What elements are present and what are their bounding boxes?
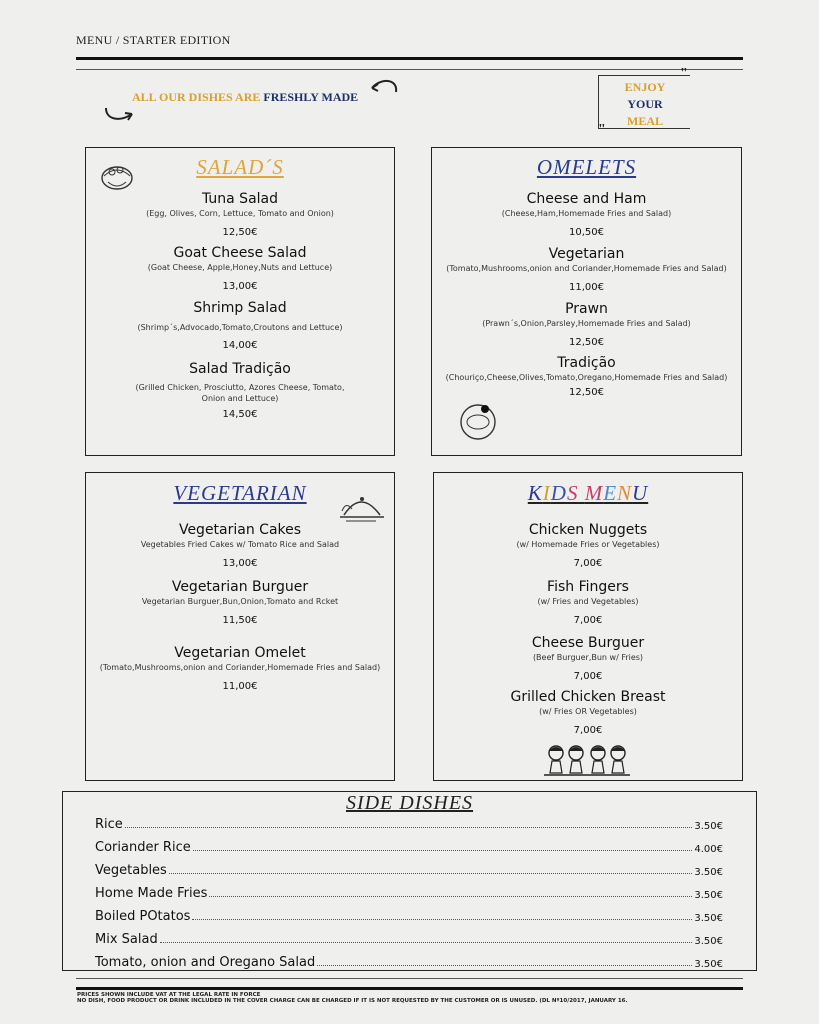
side-dish-price: 3.50€ xyxy=(694,867,723,878)
side-dish-name: Mix Salad xyxy=(95,932,158,947)
side-dish-price: 3.50€ xyxy=(694,959,723,970)
bottom-rule-thin xyxy=(76,978,743,979)
item-name: Cheese and Ham xyxy=(526,191,647,207)
item-name: Goat Cheese Salad xyxy=(173,245,307,261)
side-dish-name: Coriander Rice xyxy=(95,840,191,855)
item-desc: (Prawn´s,Onion,Parsley,Homemade Fries and Salad) xyxy=(482,319,691,328)
dotted-leader xyxy=(192,919,692,920)
item-desc: (Tomato,Mushrooms,onion and Coriander,Homemade Fries and Salad) xyxy=(446,264,727,273)
top-rule-thick xyxy=(76,57,743,60)
item-desc: (Chouriço,Cheese,Olives,Tomato,Oregano,Homemade Fries and Salad) xyxy=(445,373,728,382)
item-name: Fish Fingers xyxy=(547,579,629,595)
kids-title-letter: K xyxy=(527,481,543,505)
item-desc: (w/ Homemade Fries or Vegetables) xyxy=(516,540,660,549)
item-price: 12,50€ xyxy=(222,227,258,238)
vegetarian-title: VEGETARIAN xyxy=(173,481,307,505)
omelet-item xyxy=(432,191,741,239)
footer-cover-charge-note: NO DISH, FOOD PRODUCT OR DRINK INCLUDED IN THE COVER CHARGE CAN BE CHARGED IF IT IS NOT REQUESTED BY THE CUSTOMER OR IS UNUSED. (DL Nº10/2017, JANUARY 16. xyxy=(77,998,628,1004)
item-name: Prawn xyxy=(565,301,608,317)
menu-edition-label: MENU / STARTER EDITION xyxy=(76,33,231,47)
omelet-item xyxy=(432,355,741,399)
side-dish-price: 3.50€ xyxy=(694,821,723,832)
salad-bowl-icon xyxy=(98,160,136,194)
enjoy-your-meal-box xyxy=(598,75,690,129)
kids-title-letter: E xyxy=(603,481,618,505)
salads-title: SALAD´S xyxy=(196,155,284,179)
omelet-item xyxy=(432,246,741,294)
footer-vat-note: PRICES SHOWN INCLUDE VAT AT THE LEGAL RATE IN FORCE xyxy=(77,992,261,998)
side-dish-name: Home Made Fries xyxy=(95,886,208,901)
item-desc: (Goat Cheese, Apple,Honey,Nuts and Lettuce) xyxy=(147,263,333,272)
curved-arrow-right-icon xyxy=(368,76,402,100)
item-name: Vegetarian Cakes xyxy=(178,522,302,538)
enjoy-word-1: ENJOY xyxy=(624,80,666,94)
item-name: Cheese Burguer xyxy=(531,635,645,651)
item-price: 10,50€ xyxy=(569,227,604,238)
item-price: 14,50€ xyxy=(222,409,258,420)
item-desc: (Shrimp´s,Advocado,Tomato,Croutons and Lettuce) xyxy=(137,323,343,332)
item-name: Chicken Nuggets xyxy=(528,522,648,538)
dotted-leader xyxy=(169,873,693,874)
item-desc: (Beef Burguer,Bun w/ Fries) xyxy=(532,653,644,662)
kids-title-letter: S xyxy=(566,481,579,505)
item-price: 11,00€ xyxy=(569,282,604,293)
dotted-leader xyxy=(317,965,692,966)
side-dish-name: Rice xyxy=(95,817,123,832)
side-dish-name: Boiled POtatos xyxy=(95,909,191,924)
dotted-leader xyxy=(193,850,693,851)
salads-section xyxy=(85,147,395,456)
kids-item xyxy=(434,522,742,570)
bottom-rule-thick xyxy=(76,987,743,990)
tagline-part1: ALL OUR DISHES ARE xyxy=(132,90,264,104)
item-desc: (Cheese,Ham,Homemade Fries and Salad) xyxy=(501,209,672,218)
item-name: Vegetarian xyxy=(548,246,625,262)
open-quote-icon: " xyxy=(598,122,606,137)
item-name: Tradição xyxy=(557,355,616,371)
item-price: 13,00€ xyxy=(222,558,258,569)
side-dish-row xyxy=(95,883,723,901)
item-name: Vegetarian Burguer xyxy=(171,579,309,595)
item-price: 7,00€ xyxy=(573,725,603,736)
item-price: 12,50€ xyxy=(569,337,604,348)
curved-arrow-left-icon xyxy=(102,102,136,126)
item-desc: (Grilled Chicken, Prosciutto, Azores Cheese, Tomato, xyxy=(135,383,345,392)
vegetarian-item xyxy=(86,645,394,693)
item-desc: (w/ Fries OR Vegetables) xyxy=(539,707,637,716)
side-dishes-section xyxy=(62,791,757,971)
kids-item xyxy=(434,689,742,737)
item-name: Salad Tradição xyxy=(189,361,291,377)
item-name: Tuna Salad xyxy=(201,191,279,207)
kids-title-letter: N xyxy=(617,481,633,505)
item-price: 7,00€ xyxy=(573,558,603,569)
side-dish-name: Tomato, onion and Oregano Salad xyxy=(95,955,316,970)
item-desc: (w/ Fries and Vegetables) xyxy=(537,597,639,606)
side-dish-row xyxy=(95,814,723,832)
omelets-section xyxy=(431,147,742,456)
side-dish-price: 3.50€ xyxy=(694,913,723,924)
side-dish-row xyxy=(95,860,723,878)
side-dishes-title: SIDE DISHES xyxy=(345,792,474,814)
kids-title-letter: D xyxy=(550,481,567,505)
side-dish-price: 3.50€ xyxy=(694,936,723,947)
salad-item xyxy=(86,300,394,352)
item-price: 7,00€ xyxy=(573,615,603,626)
close-quote-icon: " xyxy=(680,66,688,81)
item-name: Shrimp Salad xyxy=(193,300,287,316)
freshly-made-tagline xyxy=(132,90,358,105)
kids-menu-title xyxy=(434,481,742,506)
item-desc-line2: Onion and Lettuce) xyxy=(201,394,279,403)
salad-item xyxy=(86,191,394,239)
enjoy-word-2: YOUR xyxy=(627,97,663,111)
item-price: 11,00€ xyxy=(222,681,258,692)
omelets-title: OMELETS xyxy=(536,155,637,179)
kids-title-letter: I xyxy=(542,481,551,505)
kids-item xyxy=(434,579,742,627)
dotted-leader xyxy=(125,827,693,828)
item-desc: Vegetables Fried Cakes w/ Tomato Rice and Salad xyxy=(140,540,340,549)
side-dish-row xyxy=(95,906,723,924)
item-price: 12,50€ xyxy=(569,387,604,398)
salad-item xyxy=(86,245,394,293)
cloche-dish-icon xyxy=(336,491,386,525)
item-desc: (Egg, Olives, Corn, Lettuce, Tomato and Onion) xyxy=(146,209,334,218)
item-desc: Vegetarian Burguer,Bun,Onion,Tomato and Rcket xyxy=(141,597,339,606)
item-desc: (Tomato,Mushrooms,onion and Coriander,Homemade Fries and Salad) xyxy=(99,663,381,672)
omelet-item xyxy=(432,301,741,349)
dotted-leader xyxy=(160,942,693,943)
vegetarian-section xyxy=(85,472,395,781)
omelet-plate-icon xyxy=(458,400,500,442)
kids-title-letter: M xyxy=(584,481,604,505)
side-dish-row xyxy=(95,929,723,947)
salad-item xyxy=(86,361,394,421)
enjoy-word-3: MEAL xyxy=(627,114,663,128)
side-dish-row xyxy=(95,837,723,855)
item-name: Vegetarian Omelet xyxy=(174,645,306,661)
item-price: 14,00€ xyxy=(222,340,258,351)
item-price: 11,50€ xyxy=(222,615,258,626)
side-dish-name: Vegetables xyxy=(95,863,167,878)
tagline-part2: FRESHLY MADE xyxy=(263,90,359,104)
side-dish-price: 3.50€ xyxy=(694,890,723,901)
kids-group-icon xyxy=(542,743,632,779)
item-price: 13,00€ xyxy=(222,281,258,292)
vegetarian-item xyxy=(86,522,394,570)
item-name: Grilled Chicken Breast xyxy=(510,689,666,705)
vegetarian-item xyxy=(86,579,394,627)
item-price: 7,00€ xyxy=(573,671,603,682)
top-rule-thin xyxy=(76,69,743,70)
kids-title-letter: U xyxy=(632,481,649,505)
side-dish-row xyxy=(95,952,723,970)
kids-item xyxy=(434,635,742,683)
dotted-leader xyxy=(209,896,692,897)
kids-menu-section xyxy=(433,472,743,781)
side-dish-price: 4.00€ xyxy=(694,844,723,855)
